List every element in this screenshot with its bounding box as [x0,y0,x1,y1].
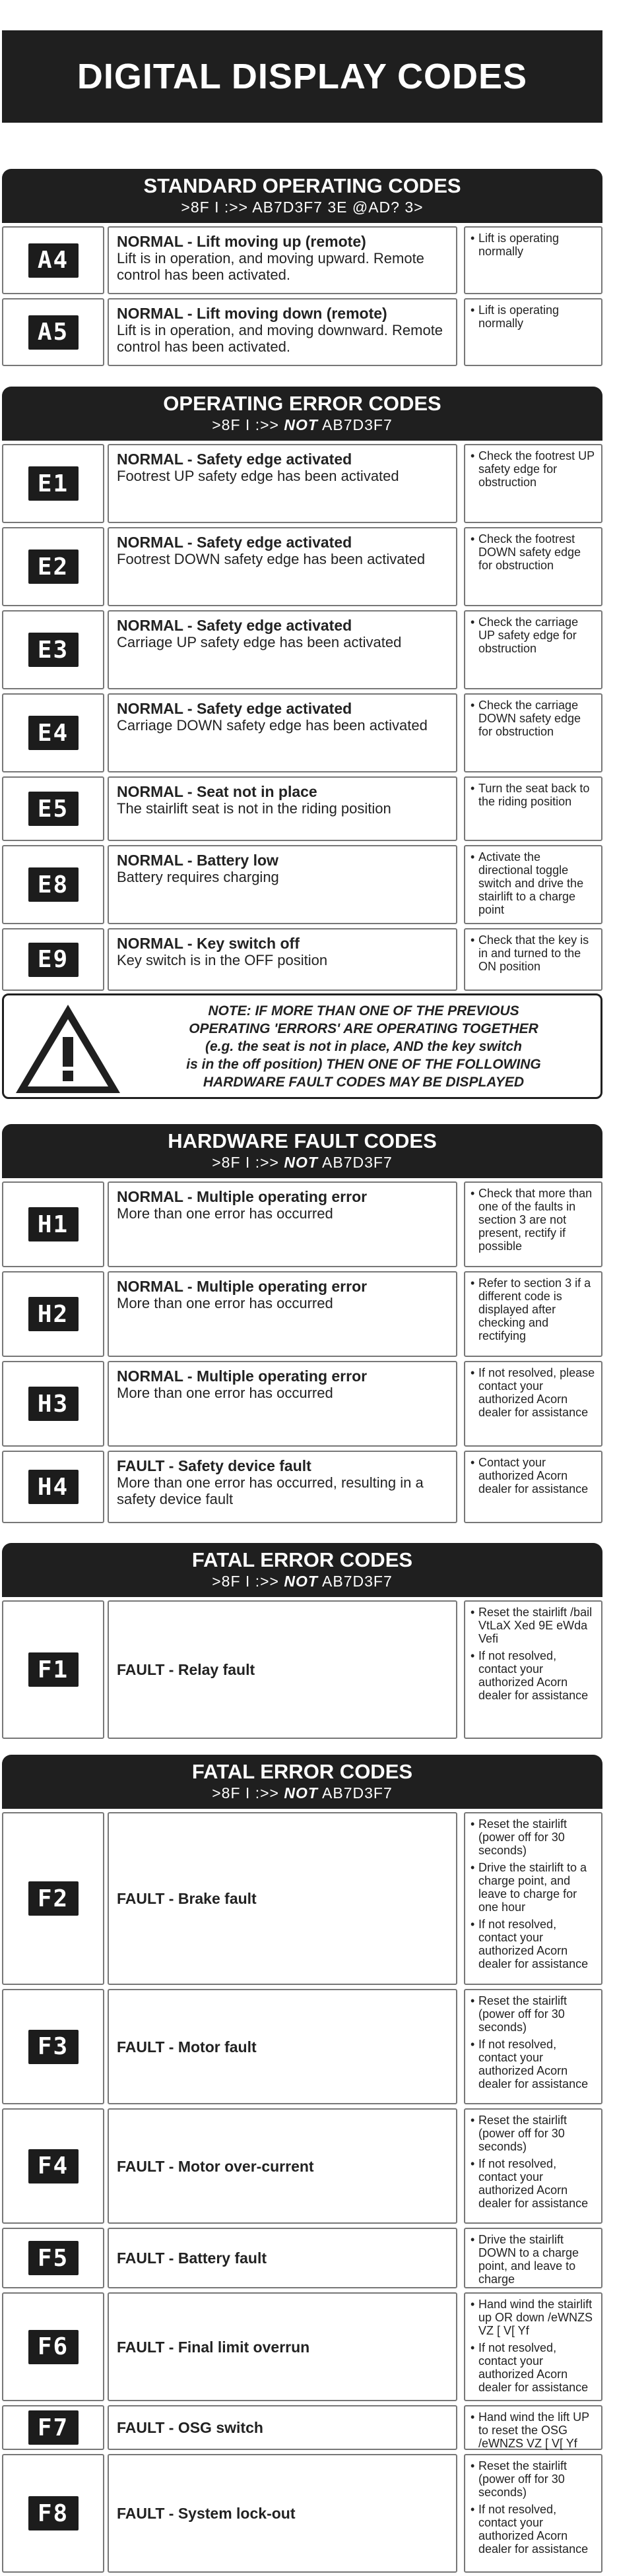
code-row-e3 [2,610,602,689]
action-cell [464,2108,602,2224]
code-title: NORMAL - Battery low [117,852,278,869]
action-item: • Check the footrest DOWN safety edge for obstruction [471,532,596,572]
code-row-h2 [2,1271,602,1357]
lcd-display: F8 [28,2496,79,2530]
warning-icon [12,1001,124,1096]
code-title: NORMAL - Safety edge activated [117,617,352,634]
code-title: NORMAL - Lift moving up (remote) [117,233,366,250]
lcd-display: H4 [28,1470,79,1504]
code-description: Lift is in operation, and moving downward. Remote control has been activated. [117,322,443,355]
action-item: • Lift is operating normally [471,303,596,330]
section-subtitle: >8F I :>> NOT AB7D3F7 [212,1573,393,1590]
code-cell [2,693,104,772]
lcd-display: H2 [28,1297,79,1331]
code-row-f5 [2,2228,602,2288]
description-cell [108,845,457,924]
action-cell [464,298,602,366]
action-item: • If not resolved, contact your authorized Acorn dealer for assistance [471,1649,596,1702]
code-title: NORMAL - Seat not in place [117,783,317,800]
action-item: • Hand wind the lift UP to reset the OSG /eWNZS VZ [ V[ Yf [471,2410,596,2450]
code-row-f6 [2,2292,602,2401]
action-cell [464,1812,602,1985]
code-title: NORMAL - Safety edge activated [117,700,352,717]
code-title: FAULT - Motor fault [117,2038,257,2056]
code-title: NORMAL - Multiple operating error [117,1367,368,1385]
description-cell [108,1989,457,2104]
lcd-display: E8 [28,867,79,902]
action-list [471,615,596,655]
action-item: • Lift is operating normally [471,232,596,258]
action-item: • Check the carriage UP safety edge for obstruction [471,615,596,655]
description-cell [108,693,457,772]
description-cell [108,1812,457,1985]
action-cell [464,1271,602,1357]
lcd-display: F6 [28,2330,79,2364]
code-title: FAULT - Battery fault [117,2249,267,2267]
code-description: The stairlift seat is not in the riding position [117,800,391,817]
code-description: Carriage DOWN safety edge has been activated [117,717,428,734]
lcd-display: E2 [28,550,79,584]
code-cell [2,1989,104,2104]
code-cell [2,298,104,366]
action-list [471,1366,596,1419]
description-cell [108,444,457,523]
action-list [471,1606,596,1702]
fatal-error-codes-header [2,1755,602,1809]
description-cell [108,1451,457,1523]
lcd-display: H3 [28,1387,79,1421]
code-description: Battery requires charging [117,869,279,885]
description-cell [108,527,457,606]
code-description: More than one error has occurred, resulting in a safety device fault [117,1474,424,1507]
section-subtitle: >8F I :>> AB7D3F7 3E @AD? 3> [181,199,424,216]
action-cell [464,1600,602,1739]
code-row-e5 [2,776,602,841]
action-item: • If not resolved, contact your authorized Acorn dealer for assistance [471,2341,596,2394]
description-cell [108,2454,457,2573]
action-item: • Contact your authorized Acorn dealer for assistance [471,1456,596,1495]
code-row-f7 [2,2405,602,2450]
code-description: More than one error has occurred [117,1295,333,1311]
description-cell [108,610,457,689]
code-title: NORMAL - Multiple operating error [117,1278,368,1295]
action-item: • Check the carriage DOWN safety edge for obstruction [471,699,596,738]
action-list [471,699,596,738]
code-description: More than one error has occurred [117,1205,333,1222]
action-item: • If not resolved, contact your authorized Acorn dealer for assistance [471,2157,596,2210]
action-item: • Reset the stairlift (power off for 30 seconds) [471,2114,596,2153]
code-cell [2,1812,104,1985]
note-box [2,993,602,1099]
action-list [471,2298,596,2394]
section-title: OPERATING ERROR CODES [163,392,441,415]
code-description: Lift is in operation, and moving upward. Remote control has been activated. [117,250,424,283]
lcd-display: F5 [28,2241,79,2275]
code-row-e9 [2,928,602,991]
action-item: • Reset the stairlift (power off for 30 seconds) [471,1994,596,2034]
lcd-display: F1 [28,1652,79,1687]
action-cell [464,2292,602,2401]
code-cell [2,1181,104,1267]
action-list [471,933,596,973]
note-text: NOTE: IF MORE THAN ONE OF THE PREVIOUS OPERATING 'ERRORS' ARE OPERATING TOGETHER (e.g. the seat is not in place, AND the key switch is in the off position) THEN ONE OF THE FOLLOWING HARDWARE FAULT CODES MAY BE DISPLAYED [186,1003,541,1090]
description-cell [108,1181,457,1267]
description-cell [108,298,457,366]
action-list [471,2233,596,2286]
code-cell [2,610,104,689]
code-row-a4 [2,226,602,294]
code-cell [2,2228,104,2288]
section-title: FATAL ERROR CODES [191,1548,413,1571]
lcd-display: H1 [28,1207,79,1241]
description-cell [108,1361,457,1447]
description-cell [108,2228,457,2288]
description-cell [108,226,457,294]
code-cell [2,2405,104,2450]
code-cell [2,527,104,606]
code-description: Footrest DOWN safety edge has been activated [117,551,426,567]
code-row-f1 [2,1600,602,1739]
code-row-e8 [2,845,602,924]
action-list [471,1276,596,1342]
action-cell [464,2405,602,2450]
code-row-e2 [2,527,602,606]
description-cell [108,928,457,991]
action-cell [464,2454,602,2573]
hardware-fault-codes-header [2,1124,602,1178]
action-item: • Check that more than one of the faults in section 3 are not present, rectify if possible [471,1187,596,1253]
section-subtitle: >8F I :>> NOT AB7D3F7 [212,416,393,433]
lcd-display: A5 [28,315,79,350]
code-cell [2,1600,104,1739]
code-cell [2,928,104,991]
action-item: • Reset the stairlift /bail VtLaX Xed 9E eWda Vefi [471,1606,596,1645]
lcd-display: E3 [28,633,79,667]
action-item: • Check the footrest UP safety edge for obstruction [471,449,596,489]
section-subtitle: >8F I :>> NOT AB7D3F7 [212,1784,393,1802]
code-title: NORMAL - Safety edge activated [117,534,352,551]
code-row-f2 [2,1812,602,1985]
code-title: FAULT - Safety device fault [117,1457,311,1474]
code-cell [2,2108,104,2224]
action-list [471,449,596,489]
code-cell [2,845,104,924]
page-title: DIGITAL DISPLAY CODES [2,30,602,123]
action-cell [464,226,602,294]
lcd-display: E4 [28,716,79,750]
code-title: FAULT - OSG switch [117,2419,263,2436]
code-cell [2,444,104,523]
lcd-display: E9 [28,943,79,977]
action-item: • Check that the key is in and turned to the ON position [471,933,596,973]
action-cell [464,1181,602,1267]
action-cell [464,527,602,606]
action-item: • Reset the stairlift (power off for 30 seconds) [471,2459,596,2499]
action-list [471,1187,596,1253]
action-item: • Hand wind the stairlift up OR down /eWNZS VZ [ V[ Yf [471,2298,596,2337]
code-title: FAULT - System lock-out [117,2505,296,2522]
description-cell [108,1600,457,1739]
action-list [471,303,596,330]
action-list [471,2114,596,2210]
action-item: • Drive the stairlift DOWN to a charge point, and leave to charge [471,2233,596,2286]
code-row-h4 [2,1451,602,1523]
action-item: • Activate the directional toggle switch and drive the stairlift to a charge point [471,850,596,916]
action-cell [464,845,602,924]
code-cell [2,1271,104,1357]
section-title: FATAL ERROR CODES [191,1760,413,1783]
action-list [471,782,596,808]
code-row-a5 [2,298,602,366]
action-cell [464,1451,602,1523]
code-cell [2,1361,104,1447]
code-title: FAULT - Brake fault [117,1890,257,1907]
action-item: • If not resolved, contact your authorized Acorn dealer for assistance [471,2038,596,2090]
code-description: Footrest UP safety edge has been activated [117,468,399,484]
action-cell [464,693,602,772]
description-cell [108,2292,457,2401]
action-list [471,1817,596,1970]
description-cell [108,776,457,841]
action-item: • If not resolved, contact your authorized Acorn dealer for assistance [471,2503,596,2556]
lcd-display: E5 [28,792,79,826]
description-cell [108,1271,457,1357]
standard-operating-codes-header [2,169,602,223]
action-list [471,1456,596,1495]
lcd-display: F7 [28,2410,79,2445]
code-cell [2,1451,104,1523]
lcd-display: F2 [28,1881,79,1916]
lcd-display: F4 [28,2149,79,2183]
code-cell [2,2292,104,2401]
action-cell [464,444,602,523]
action-list [471,232,596,258]
code-row-h1 [2,1181,602,1267]
lcd-display: F3 [28,2030,79,2064]
section-subtitle: >8F I :>> NOT AB7D3F7 [212,1154,393,1171]
action-cell [464,928,602,991]
fatal-error-codes-header [2,1543,602,1597]
code-title: FAULT - Final limit overrun [117,2338,310,2356]
action-list [471,2410,596,2450]
action-item: • Reset the stairlift (power off for 30 seconds) [471,1817,596,1857]
action-item: • Turn the seat back to the riding position [471,782,596,808]
code-cell [2,776,104,841]
lcd-display: A4 [28,243,79,278]
action-item: • Drive the stairlift to a charge point, and leave to charge for one hour [471,1861,596,1914]
action-cell [464,610,602,689]
section-title: STANDARD OPERATING CODES [143,174,461,197]
code-row-h3 [2,1361,602,1447]
code-description: Key switch is in the OFF position [117,952,328,968]
code-title: FAULT - Relay fault [117,1661,255,1678]
action-cell [464,1361,602,1447]
code-title: NORMAL - Lift moving down (remote) [117,305,387,322]
code-row-f8 [2,2454,602,2573]
description-cell [108,2405,457,2450]
code-description: More than one error has occurred [117,1385,333,1401]
code-title: NORMAL - Safety edge activated [117,451,352,468]
action-cell [464,1989,602,2104]
action-item: • If not resolved, please contact your authorized Acorn dealer for assistance [471,1366,596,1419]
section-title: HARDWARE FAULT CODES [168,1129,437,1152]
code-row-e4 [2,693,602,772]
action-list [471,532,596,572]
action-list [471,1994,596,2090]
action-cell [464,776,602,841]
code-title: FAULT - Motor over-current [117,2157,314,2175]
action-cell [464,2228,602,2288]
action-item: • Refer to section 3 if a different code is displayed after checking and rectifying [471,1276,596,1342]
code-title: NORMAL - Multiple operating error [117,1188,368,1205]
code-description: Carriage UP safety edge has been activated [117,634,402,650]
action-list [471,2459,596,2556]
code-title: NORMAL - Key switch off [117,935,300,952]
code-cell [2,226,104,294]
action-list [471,850,596,916]
action-item: • If not resolved, contact your authorized Acorn dealer for assistance [471,1918,596,1970]
code-row-f3 [2,1989,602,2104]
code-cell [2,2454,104,2573]
lcd-display: E1 [28,466,79,501]
operating-error-codes-header [2,387,602,441]
description-cell [108,2108,457,2224]
code-row-f4 [2,2108,602,2224]
code-row-e1 [2,444,602,523]
